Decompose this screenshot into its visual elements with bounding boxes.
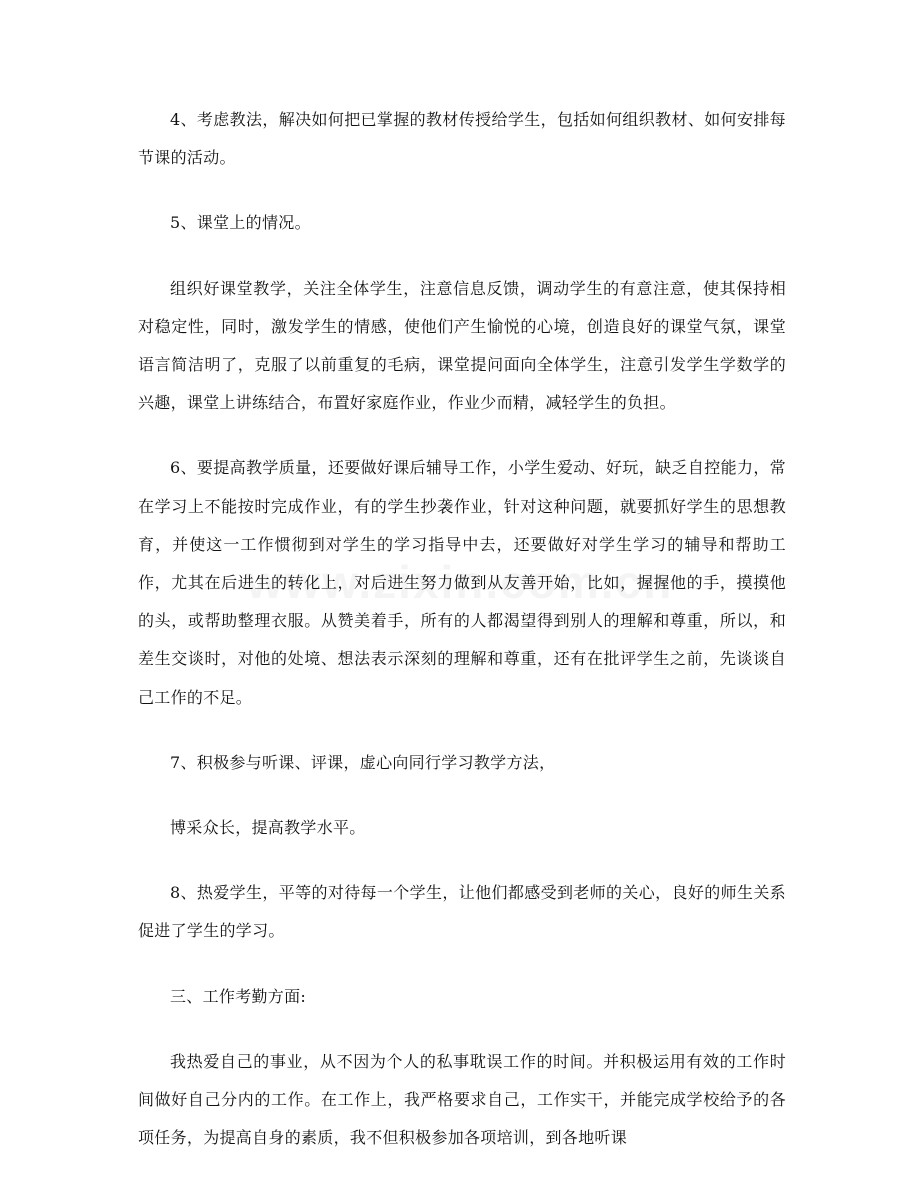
paragraph-8-love-students: 8、热爱学生，平等的对待每一个学生，让他们都感受到老师的关心，良好的师生关系促进了学生的学习。 <box>138 883 786 941</box>
document-body <box>138 101 786 1184</box>
section-heading-attendance: 三、工作考勤方面: <box>170 986 307 1006</box>
paragraph-classroom-organization: 组织好课堂教学，关注全体学生，注意信息反馈，调动学生的有意注意，使其保持相对稳定性，同时，激发学生的情感，使他们产生愉悦的心境，创造良好的课堂气氛，课堂语言简洁明了，克服了以前重复的毛病，课堂提问面向全体学生，注意引发学生学数学的兴趣，课堂上讲练结合，布置好家庭作业，作业少而精，减轻学生的负担。 <box>138 278 786 413</box>
paragraph-4-teaching-method: 4、考虑教法，解决如何把已掌握的教材传授给学生，包括如何组织教材、如何安排每节课的活动。 <box>138 110 786 168</box>
paragraph-5-classroom-heading: 5、课堂上的情况。 <box>170 213 311 233</box>
paragraph-7-lesson-observation: 7、积极参与听课、评课，虚心向同行学习教学方法， <box>170 752 556 772</box>
paragraph-6-after-class-tutoring: 6、要提高教学质量，还要做好课后辅导工作，小学生爱动、好玩，缺乏自控能力，常在学习上不能按时完成作业，有的学生抄袭作业，针对这种问题，就要抓好学生的思想教育，并使这一工作惯彻到对学生的学习指导中去，还要做好对学生学习的辅导和帮助工作，尤其在后进生的转化上，对后进生努力做到从友善开始，比如，握握他的手，摸摸他的头，或帮助整理衣服。从赞美着手，所有的人都渴望得到别人的理解和尊重，所以，和差生交谈时，对他的处境、想法表示深刻的理解和尊重，还有在批评学生之前，先谈谈自己工作的不足。 <box>138 458 786 707</box>
paragraph-learn-from-others: 博采众长，提高教学水平。 <box>170 818 366 838</box>
paragraph-work-attitude: 我热爱自己的事业，从不因为个人的私事耽误工作的时间。并积极运用有效的工作时间做好自己分内的工作。在工作上，我严格要求自己，工作实干，并能完成学校给予的各项任务，为提高自身的素质，我不但积极参加各项培训，到各地听课 <box>138 1051 786 1148</box>
